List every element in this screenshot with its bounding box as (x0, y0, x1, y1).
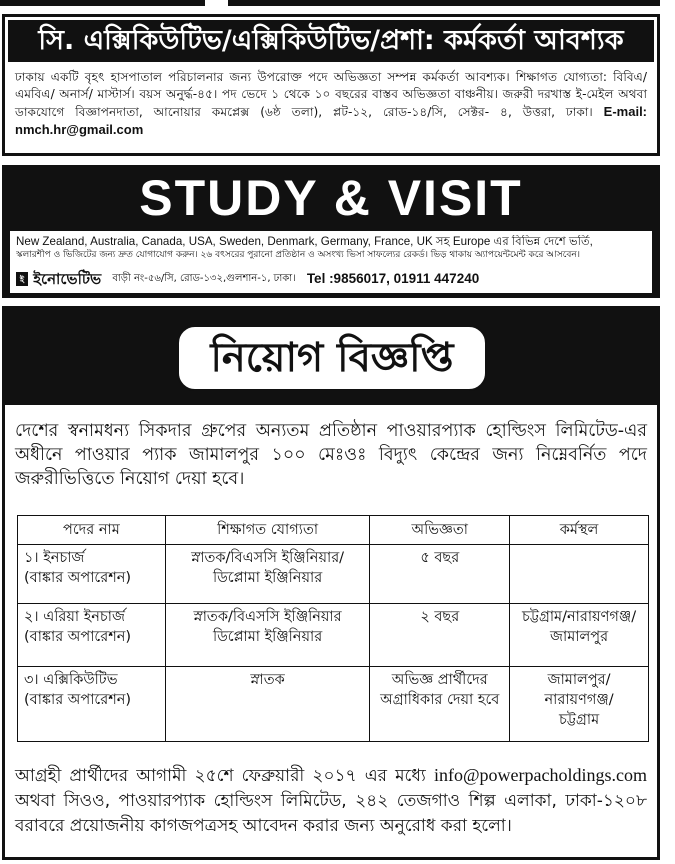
innovative-logo (16, 268, 101, 290)
header-location: কর্মস্থল (510, 516, 649, 545)
ad2-address: বাড়ী নং-৫৬/সি, রোড-১৩২,গুলশান-১, ঢাকা। (112, 272, 296, 284)
experience-cell (370, 667, 510, 742)
education-line: ডিপ্লোমা ইঞ্জিনিয়ার (212, 629, 323, 645)
header-experience: অভিজ্ঞতা (370, 516, 510, 545)
top-border-right (228, 0, 660, 6)
experience-cell (370, 604, 510, 667)
position-cell (18, 545, 166, 604)
job-circular-title: নিয়োগ বিজ্ঞপ্তি (177, 325, 487, 391)
position-cell (18, 604, 166, 667)
outro-text-a: আগ্রহী প্রার্থীদের আগামী ২৫শে ফেব্রুয়ারী ২০১৭ এর মধ্যে (15, 766, 426, 786)
location-line: চট্টগ্রাম (559, 712, 600, 728)
location-line: চট্টগ্রাম/নারায়ণগঞ্জ/ (522, 609, 637, 625)
ad2-contact-line (16, 267, 646, 289)
job-circular-intro: দেশের স্বনামধন্য সিকদার গ্রুপের অন্যতম প্রতিষ্ঠান পাওয়ারপ্যাক হোল্ডিংস লিমিটেড-এর অধীনে পাওয়ার প্যাক জামালপুর ১০০ মেঃওঃ বিদ্যুৎ কেন্দ্রের জন্য নিম্নেবর্নিত পদে জরুরীভিত্তিতে নিয়োগ দেয়া হবে। (15, 421, 647, 489)
table-header-row (18, 516, 649, 545)
table-row (18, 667, 649, 742)
experience-line: ২ বছর (420, 609, 460, 625)
experience-line: অভিজ্ঞ প্রার্থীদের (391, 672, 488, 688)
table-row (18, 604, 649, 667)
header-education: শিক্ষাগত যোগ্যতা (165, 516, 370, 545)
experience-cell (370, 545, 510, 604)
position-name: ১। ইনচার্জ (24, 550, 85, 566)
location-line: জামালপুর (550, 629, 609, 645)
apply-email[interactable]: info@powerpacholdings.com (433, 765, 648, 785)
ad2-title: STUDY & VISIT (139, 170, 523, 226)
position-dept: (বাঙ্কার অপারেশন) (24, 629, 132, 645)
company-name: ইনোভেটিভ (33, 269, 102, 288)
outro-text-b: অথবা সিওও, পাওয়ারপ্যাক হোল্ডিংস লিমিটেড, ২৪২ তেজগাও শিল্প এলাকা, ঢাকা-১২০৮ বরাবরে প্রয়োজনীয় কাগজপত্রসহ আবেদন করার জন্য অনুরোধ করা হলো। (15, 791, 647, 836)
location-line: জামালপুর/নারায়ণগঞ্জ/ (544, 672, 614, 708)
job-circular-ad (2, 306, 660, 860)
position-name: ৩। এক্সিকিউটিভ (24, 672, 118, 688)
position-cell (18, 667, 166, 742)
positions-table (17, 515, 649, 742)
table-row (18, 545, 649, 604)
ad2-info-box (10, 231, 652, 293)
position-dept: (বাঙ্কার অপারেশন) (24, 692, 132, 708)
location-cell (510, 667, 649, 742)
job-circular-outro (15, 763, 647, 839)
education-line: ডিপ্লোমা ইঞ্জিনিয়ার (212, 570, 323, 586)
ad1-email[interactable]: E-mail: nmch.hr@gmail.com (15, 104, 648, 137)
education-line: স্নাতক (250, 672, 285, 688)
ad2-telephone: Tel :9856017, 01911 447240 (306, 270, 480, 286)
executive-recruitment-ad (2, 14, 660, 156)
experience-line: অগ্রাধিকার দেয়া হবে (380, 692, 500, 708)
logo-mark-icon (16, 272, 28, 286)
ad2-note: স্কলারশীপ ও ভিজিটের জন্য দ্রুত যোগাযোগ করুন। ২৬ বৎসরের পুরানো প্রতিষ্ঠান ও অসংখ্য ভিসা সাফল্যের রেকর্ড। ভিড় থাকায় অ্যাপয়েন্টমেন্ট করে আসবেন। (16, 250, 580, 260)
study-visit-ad (2, 165, 660, 298)
education-cell (165, 545, 370, 604)
ad1-body-text: ঢাকায় একটি বৃহৎ হাসপাতাল পরিচালনার জন্য উপরোক্ত পদে অভিজ্ঞতা সম্পন্ন কর্মকর্তা আবশ্যক। শিক্ষাগত যোগ্যতা: বিবিএ/ এমবিএ/ অনার্স/ মাস্টার্স। বয়স অনুর্দ্ধ-৪৫। পদ ভেদে ১ থেকে ১০ বছরের বাস্তব অভিজ্ঞতা বাঞ্চনীয়। জরুরী দরখাস্ত ই-মেইল অথবা ডাকযোগে বিজ্ঞাপনদাতা, আনোয়ার কমপ্লেক্স (৬ষ্ঠ তলা), প্লট-১২, রোড-১৪/সি, সেক্টর- ৪, উত্তরা, ঢাকা। (15, 70, 647, 119)
education-line: স্নাতক/বিএসসি ইঞ্জিনিয়ার/ (191, 550, 345, 566)
job-circular-titlebar (5, 309, 657, 405)
position-name: ২। এরিয়া ইনচার্জ (24, 609, 125, 625)
position-dept: (বাঙ্কার অপারেশন) (24, 570, 132, 586)
location-cell (510, 604, 649, 667)
ad1-heading: সি. এক্সিকিউটিভ/এক্সিকিউটিভ/প্রশা: কর্মকর্তা আবশ্যক (8, 20, 654, 62)
header-position: পদের নাম (18, 516, 166, 545)
ad2-countries: New Zealand, Australia, Canada, USA, Sweden, Denmark, Germany, France, UK সহ Europe এর বিভিন্ন দেশে ভর্তি, (16, 235, 593, 248)
top-border-strip (0, 0, 675, 8)
education-cell (165, 604, 370, 667)
top-border-left (0, 0, 205, 6)
ad1-body (15, 69, 647, 139)
svg-text:ই: ই (19, 274, 25, 284)
location-cell (510, 545, 649, 604)
education-line: স্নাতক/বিএসসি ইঞ্জিনিয়ার (193, 609, 342, 625)
experience-line: ৫ বছর (420, 550, 460, 566)
education-cell (165, 667, 370, 742)
